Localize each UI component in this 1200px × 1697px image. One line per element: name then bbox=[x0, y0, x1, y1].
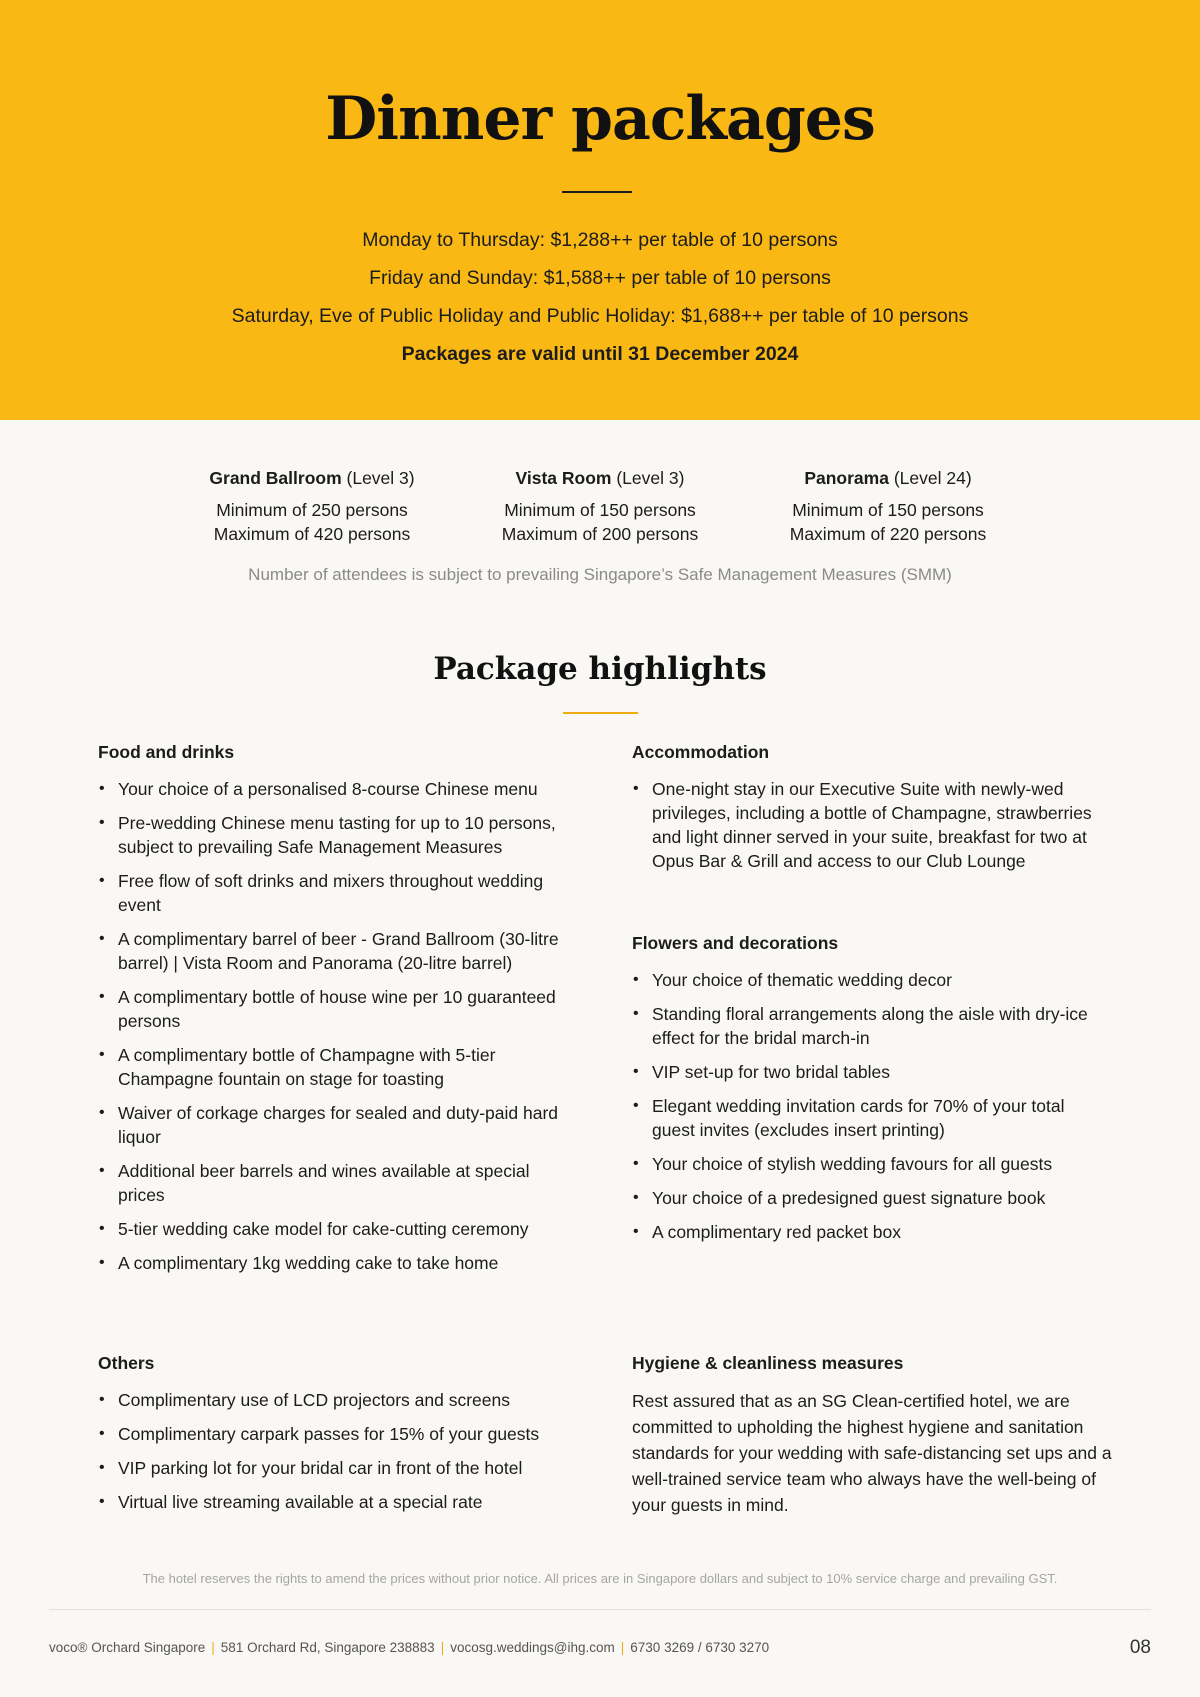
room-name: Grand Ballroom bbox=[209, 468, 342, 488]
list-item: • Standing floral arrangements along the aisle with dry-ice effect for the bridal march-in bbox=[632, 1002, 1112, 1050]
hygiene-text: Rest assured that as an SG Clean-certified hotel, we are committed to upholding the highest hygiene and sanitation standards for your wedding with safe-distancing set ups and a well-trained service team who always have the well-being of your guests in mind. bbox=[632, 1391, 1112, 1515]
price-friday-sunday: Friday and Sunday: $1,588++ per table of 10 persons bbox=[369, 267, 831, 289]
list-item: • Free flow of soft drinks and mixers throughout wedding event bbox=[98, 869, 578, 917]
room-minimum: Minimum of 150 persons bbox=[792, 500, 984, 520]
price-saturday-holiday: Saturday, Eve of Public Holiday and Public Holiday: $1,688++ per table of 10 persons bbox=[231, 305, 969, 327]
others-list bbox=[98, 1388, 578, 1514]
room-maximum: Maximum of 200 persons bbox=[501, 524, 699, 544]
food-drinks-section bbox=[98, 742, 578, 1285]
room-minimum: Minimum of 150 persons bbox=[504, 500, 696, 520]
list-item: • Your choice of stylish wedding favours for all guests bbox=[632, 1152, 1112, 1176]
list-item: • Complimentary use of LCD projectors and screens bbox=[98, 1388, 578, 1412]
footer-hotel-name: voco® Orchard Singapore bbox=[49, 1640, 206, 1655]
list-item: • Complimentary carpark passes for 15% of your guests bbox=[98, 1422, 578, 1446]
list-item: • A complimentary 1kg wedding cake to take home bbox=[98, 1251, 578, 1275]
room-level: (Level 24) bbox=[893, 468, 972, 488]
room-name: Panorama bbox=[804, 468, 889, 488]
flowers-list bbox=[632, 968, 1112, 1244]
section-heading: Accommodation bbox=[632, 742, 770, 762]
footer-divider bbox=[49, 1609, 1151, 1610]
accommodation-list bbox=[632, 777, 1112, 873]
title-divider bbox=[562, 191, 632, 193]
list-item: • Virtual live streaming available at a special rate bbox=[98, 1490, 578, 1514]
footer-separator: | bbox=[211, 1640, 215, 1655]
room-name: Vista Room bbox=[515, 468, 612, 488]
room-grand-ballroom bbox=[172, 466, 452, 546]
footer-email: vocosg.weddings@ihg.com bbox=[450, 1640, 615, 1655]
list-item: • Additional beer barrels and wines available at special prices bbox=[98, 1159, 578, 1207]
flowers-decorations-section bbox=[632, 933, 1112, 1254]
list-item: • VIP set-up for two bridal tables bbox=[632, 1060, 1112, 1084]
footer-separator: | bbox=[620, 1640, 625, 1655]
list-item: • A complimentary bottle of Champagne with 5-tier Champagne fountain on stage for toasting bbox=[98, 1043, 578, 1091]
hygiene-section bbox=[632, 1353, 1112, 1518]
section-heading: Others bbox=[98, 1353, 155, 1373]
footer-address: 581 Orchard Rd, Singapore 238883 bbox=[220, 1640, 435, 1655]
room-vista-room bbox=[460, 466, 740, 546]
section-heading: Food and drinks bbox=[98, 742, 235, 762]
room-level: (Level 3) bbox=[616, 468, 685, 488]
highlights-title: Package highlights bbox=[433, 651, 767, 687]
list-item: • Your choice of thematic wedding decor bbox=[632, 968, 1112, 992]
section-heading: Hygiene & cleanliness measures bbox=[632, 1353, 904, 1373]
page-title: Dinner packages bbox=[325, 84, 875, 154]
section-heading: Flowers and decorations bbox=[632, 933, 839, 953]
list-item: • Elegant wedding invitation cards for 70% of your total guest invites (excludes insert printing) bbox=[632, 1094, 1112, 1142]
list-item: • Pre-wedding Chinese menu tasting for up to 10 persons, subject to prevailing Safe Management Measures bbox=[98, 811, 578, 859]
footer bbox=[49, 1640, 769, 1655]
price-disclaimer: The hotel reserves the rights to amend the prices without prior notice. All prices are in Singapore dollars and subject to 10% service charge and prevailing GST. bbox=[142, 1571, 1058, 1586]
room-level: (Level 3) bbox=[346, 468, 415, 488]
list-item: • A complimentary barrel of beer - Grand Ballroom (30-litre barrel) | Vista Room and Panorama (20-litre barrel) bbox=[98, 927, 578, 975]
footer-separator: | bbox=[440, 1640, 445, 1655]
list-item: • A complimentary bottle of house wine per 10 guaranteed persons bbox=[98, 985, 578, 1033]
highlights-divider bbox=[563, 712, 638, 714]
room-panorama bbox=[748, 466, 1028, 546]
room-maximum: Maximum of 420 persons bbox=[213, 524, 411, 544]
page-number: 08 bbox=[1129, 1637, 1151, 1658]
list-item: • 5-tier wedding cake model for cake-cutting ceremony bbox=[98, 1217, 578, 1241]
list-item: • Your choice of a personalised 8-course Chinese menu bbox=[98, 777, 578, 801]
list-item: • Waiver of corkage charges for sealed and duty-paid hard liquor bbox=[98, 1101, 578, 1149]
price-weekday: Monday to Thursday: $1,288++ per table of 10 persons bbox=[362, 229, 838, 251]
list-item: • One-night stay in our Executive Suite with newly-wed privileges, including a bottle of Champagne, strawberries and light dinner served in your suite, breakfast for two at Opus Bar & Grill and access to our Club Lounge bbox=[632, 777, 1112, 873]
room-maximum: Maximum of 220 persons bbox=[789, 524, 987, 544]
food-list bbox=[98, 777, 578, 1275]
list-item: • Your choice of a predesigned guest signature book bbox=[632, 1186, 1112, 1210]
list-item: • VIP parking lot for your bridal car in front of the hotel bbox=[98, 1456, 578, 1480]
room-minimum: Minimum of 250 persons bbox=[216, 500, 408, 520]
package-validity: Packages are valid until 31 December 2024 bbox=[401, 343, 799, 365]
attendee-note: Number of attendees is subject to prevailing Singapore’s Safe Management Measures (SMM) bbox=[248, 565, 952, 584]
list-item: • A complimentary red packet box bbox=[632, 1220, 1112, 1244]
footer-phone: 6730 3269 / 6730 3270 bbox=[630, 1640, 770, 1655]
accommodation-section bbox=[632, 742, 1112, 883]
others-section bbox=[98, 1353, 578, 1524]
